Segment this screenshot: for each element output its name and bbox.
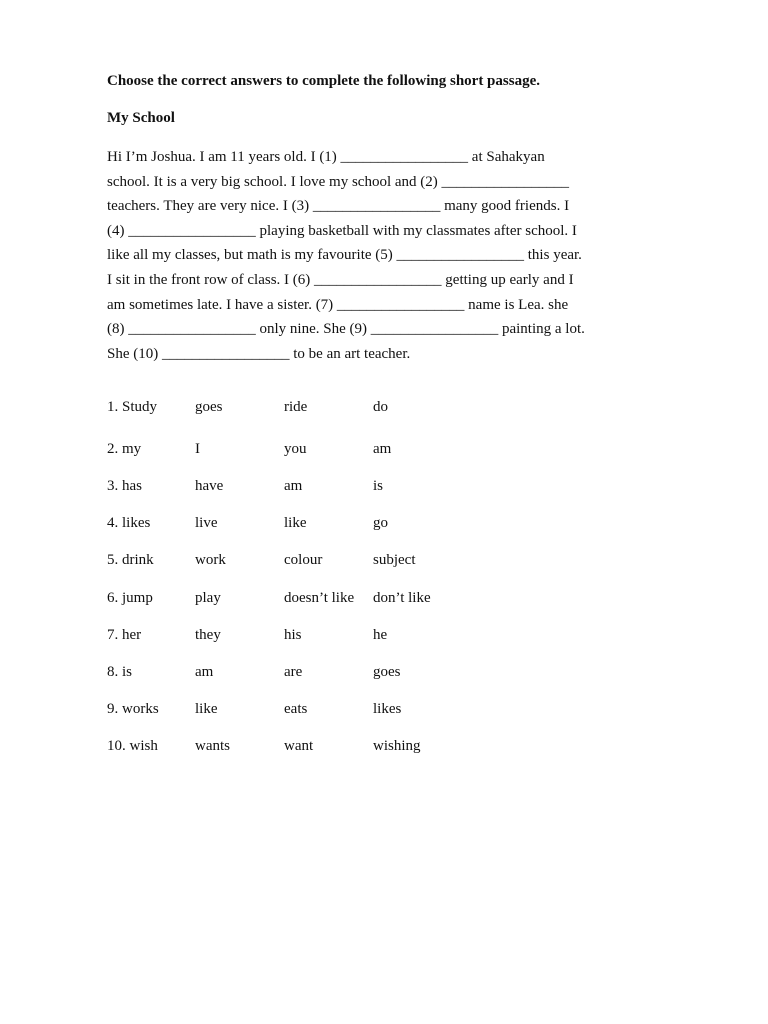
option-row — [107, 514, 667, 532]
option-choice: play — [195, 590, 221, 606]
option-choice: goes — [373, 664, 401, 680]
option-row — [107, 663, 667, 681]
option-choice: doesn’t like — [284, 590, 355, 606]
option-choice: eats — [284, 701, 308, 717]
option-choice: do — [373, 399, 388, 415]
passage-line: (4) _________________ playing basketball with my classmates after school. I — [107, 222, 577, 239]
option-choice: am — [195, 664, 214, 680]
option-choice: wishing — [373, 738, 421, 754]
option-numbered-choice: 7. her — [107, 627, 142, 643]
option-choice: am — [284, 478, 303, 494]
option-choice: likes — [373, 701, 402, 717]
option-numbered-choice: 6. jump — [107, 590, 153, 606]
passage-line: Hi I’m Joshua. I am 11 years old. I (1) _________________ at Sahakyan — [107, 149, 545, 165]
option-choice: like — [195, 701, 218, 717]
option-choice: they — [195, 627, 221, 643]
passage-line: like all my classes, but math is my favourite (5) _________________ this year. — [107, 247, 582, 264]
option-choice: are — [284, 664, 303, 680]
worksheet — [107, 72, 667, 366]
option-row — [107, 551, 667, 569]
passage-line: teachers. They are very nice. I (3) _________________ many good friends. I — [107, 198, 570, 215]
option-numbered-choice: 1. Study — [107, 399, 158, 415]
passage-title: My School — [107, 110, 175, 126]
option-choice: I — [195, 441, 200, 457]
option-choice: work — [195, 552, 226, 568]
option-choice: his — [284, 627, 302, 643]
option-numbered-choice: 8. is — [107, 664, 133, 680]
option-choice: you — [284, 441, 307, 457]
option-numbered-choice: 5. drink — [107, 552, 154, 568]
option-row — [107, 589, 667, 607]
option-choice: he — [373, 627, 388, 643]
option-choice: wants — [195, 738, 230, 754]
passage — [107, 145, 667, 366]
passage-line: She (10) _________________ to be an art teacher. — [107, 345, 411, 362]
passage-line: am sometimes late. I have a sister. (7) _________________ name is Lea. she — [107, 296, 569, 313]
option-choice: am — [373, 441, 392, 457]
option-row — [107, 398, 667, 416]
option-row — [107, 477, 667, 495]
option-row — [107, 700, 667, 718]
option-choice: goes — [195, 399, 223, 415]
option-numbered-choice: 9. works — [107, 701, 159, 717]
option-choice: don’t like — [373, 590, 431, 606]
option-choice: ride — [284, 399, 308, 415]
option-choice: live — [195, 515, 218, 531]
option-row — [107, 626, 667, 644]
option-numbered-choice: 4. likes — [107, 515, 151, 531]
option-choice: like — [284, 515, 307, 531]
passage-line: (8) _________________ only nine. She (9) _________________ painting a lot. — [107, 321, 585, 338]
option-choice: go — [373, 515, 388, 531]
passage-line: school. It is a very big school. I love my school and (2) _________________ — [107, 173, 570, 190]
option-numbered-choice: 10. wish — [107, 738, 158, 754]
instruction-text: Choose the correct answers to complete the following short passage. — [107, 73, 540, 89]
option-numbered-choice: 3. has — [107, 478, 142, 494]
passage-line: I sit in the front row of class. I (6) _________________ getting up early and I — [107, 271, 574, 288]
option-choice: have — [195, 478, 224, 494]
option-row — [107, 440, 667, 458]
option-numbered-choice: 2. my — [107, 441, 142, 457]
option-choice: subject — [373, 552, 416, 568]
option-choice: colour — [284, 552, 323, 568]
option-choice: is — [373, 478, 384, 494]
option-row — [107, 737, 667, 755]
option-choice: want — [284, 738, 314, 754]
